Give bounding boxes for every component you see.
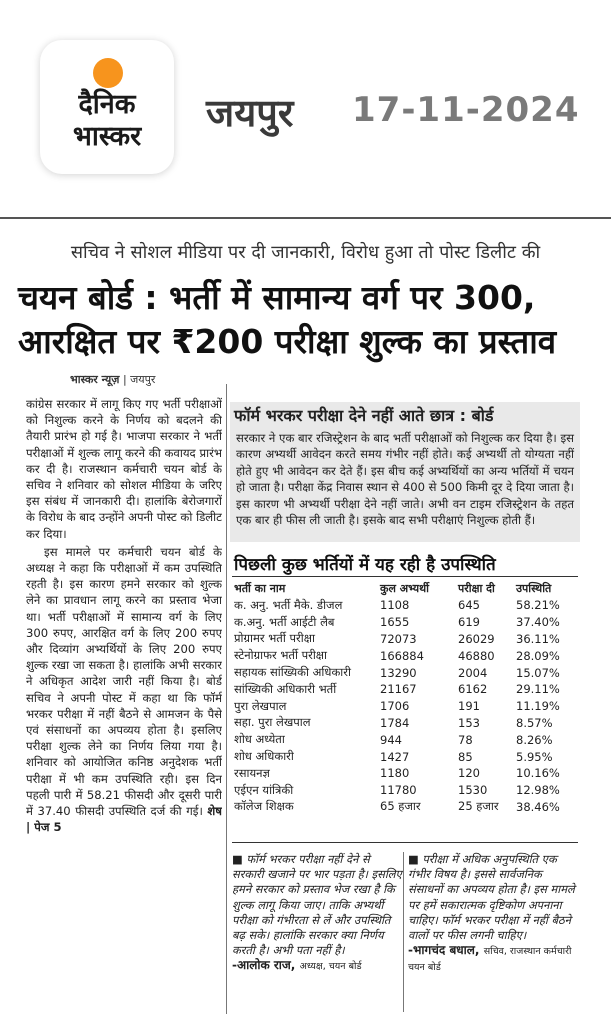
cell-total-candidates: 944 [380, 732, 402, 747]
quote-chairman [232, 852, 402, 975]
cell-attendance: 5.95% [516, 749, 553, 764]
table-row [234, 782, 572, 799]
cell-attendance: 28.09% [516, 648, 560, 663]
cell-total-candidates: 65 हजार [380, 799, 421, 814]
attendance-table [234, 579, 572, 815]
cell-appeared: 1530 [458, 783, 488, 798]
masthead [0, 0, 611, 215]
logo-text-line1: दैनिक [78, 89, 136, 120]
continued-marker: शेष | पेज 5 [26, 804, 222, 835]
cell-attendance: 37.40% [516, 615, 560, 630]
header-attendance: उपस्थिति [516, 581, 552, 595]
table-row [234, 715, 572, 732]
cell-recruitment-name: क. अनु. भर्ती मैके. डीजल [234, 597, 343, 612]
cell-attendance: 8.57% [516, 715, 553, 730]
cell-total-candidates: 1427 [380, 749, 410, 764]
cell-total-candidates: 13290 [380, 665, 417, 680]
header-recruitment-name: भर्ती का नाम [234, 581, 286, 595]
cell-recruitment-name: शोध अध्येता [234, 732, 285, 747]
cell-recruitment-name: शोध अधिकारी [234, 749, 294, 764]
headline-line2: आरक्षित पर ₹200 परीक्षा शुल्क का प्रस्ताव [18, 322, 557, 361]
cell-appeared: 2004 [458, 665, 488, 680]
cell-appeared: 191 [458, 699, 480, 714]
bullet-icon: ■ [408, 852, 423, 866]
article-body [26, 396, 222, 1016]
attendance-table-title: पिछली कुछ भर्तियों में यह रही है उपस्थिति [234, 555, 496, 575]
cell-attendance: 12.98% [516, 783, 560, 798]
article-headline [18, 276, 593, 364]
table-top-rule [232, 576, 578, 577]
table-row [234, 765, 572, 782]
body-paragraph-2-text: इस मामले पर कर्मचारी चयन बोर्ड के अध्यक्ष ने कहा कि परीक्षाओं में कम उपस्थिति रहती है। इस कारण हमने सरकार को शुल्क लेने का प्रावधान लागू करने का प्रस्ताव भेजा था। भर्ती परीक्षाओं में सामान्य वर्ग के लिए 300 रुपए, आरक्षित वर्ग के लिए 200 रुपए और दिव्यांग अभ्यर्थियों के लिए 200 रुपए शुल्क रखा जा सकता है। हालांकि अभी सरकार ने अधिकृत आदेश जारी नहीं किया है। बोर्ड सचिव ने अपनी पोस्ट में कहा था कि फॉर्म भरकर परीक्षा में नहीं बैठने से आमजन के पैसे एवं संसाधनों का अपव्यय होता है। इसलिए परीक्षा शुल्क लेने का निर्णय लिया गया है। शनिवार को आयोजित कनिष्ठ अनुदेशक भर्ती परीक्षा में भी कम उपस्थिति रही। इस दिन पहली पारी में 58.21 फीसदी और दूसरी पारी में 37.40 फीसदी उपस्थिति दर्ज की गई। [26, 544, 222, 819]
table-row [234, 597, 572, 614]
byline-separator: | [122, 373, 131, 386]
cell-recruitment-name: सहायक सांख्यिकी अधिकारी [234, 665, 351, 680]
quote-author: -आलोक राज, [232, 958, 296, 973]
body-paragraph-1: कांग्रेस सरकार में लागू किए गए भर्ती परीक्षाओं को निशुल्क करने के निर्णय को बदलने की तैयारी प्रारंभ हो गई है। भाजपा सरकार ने भर्ती परीक्षाओं में शुल्क लागू करने की कवायद प्रारंभ कर दी है। राजस्थान कर्मचारी चयन बोर्ड के सचिव ने शनिवार को सोशल मीडिया के जरिए इस संबंध में जानकारी दी। हालांकि बेरोजगारों के विरोध के बाद उन्होंने अपनी पोस्ट को डिलीट कर दिया। [26, 397, 222, 541]
cell-total-candidates: 1706 [380, 699, 410, 714]
cell-total-candidates: 21167 [380, 682, 417, 697]
header-total-candidates: कुल अभ्यर्थी [380, 581, 429, 595]
table-row [234, 631, 572, 648]
cell-recruitment-name: पुरा लेखपाल [234, 698, 287, 713]
table-row [234, 681, 572, 698]
cell-appeared: 85 [458, 749, 473, 764]
cell-recruitment-name: एईएन यांत्रिकी [234, 782, 294, 797]
cell-total-candidates: 1108 [380, 598, 410, 613]
cell-attendance: 15.07% [516, 665, 560, 680]
logo-text-line2: भास्कर [72, 121, 142, 152]
cell-recruitment-name: क.अनु. भर्ती आईटी लैब [234, 614, 335, 629]
table-row [234, 799, 572, 816]
masthead-divider [0, 217, 611, 219]
sun-icon [93, 58, 123, 88]
quote-author: -भागचंद बधाल, [408, 943, 480, 958]
cell-attendance: 10.16% [516, 766, 560, 781]
cell-attendance: 58.21% [516, 598, 560, 613]
cell-recruitment-name: सहा. पुरा लेखपाल [234, 715, 311, 730]
byline-source: भास्कर न्यूज़ [70, 373, 120, 386]
bullet-icon: ■ [232, 852, 247, 866]
cell-appeared: 619 [458, 615, 480, 630]
quote-secretary [408, 852, 578, 976]
cell-appeared: 26029 [458, 631, 495, 646]
byline-place: जयपुर [130, 373, 156, 386]
cell-appeared: 6162 [458, 682, 488, 697]
cell-total-candidates: 11780 [380, 783, 417, 798]
dainik-bhaskar-logo [40, 40, 174, 174]
table-row [234, 664, 572, 681]
cell-appeared: 25 हजार [458, 799, 499, 814]
cell-appeared: 46880 [458, 648, 495, 663]
column-divider [226, 384, 227, 1014]
quote-text: फॉर्म भरकर परीक्षा नहीं देने से सरकारी खजाने पर भार पड़ता है। इसलिए हमने सरकार को प्रस्ताव भेज रखा है कि शुल्क लागू किया जाए। ताकि अभ्यर्थी परीक्षा को गंभीरता से लें और उपस्थिति बढ़ सके। हालांकि सरकार क्या निर्णय करती है। अभी पता नहीं है। [232, 852, 402, 958]
quote-divider [403, 852, 404, 1012]
cell-attendance: 8.26% [516, 732, 553, 747]
cell-attendance: 36.11% [516, 631, 560, 646]
quote-text: परीक्षा में अधिक अनुपस्थिति एक गंभीर विषय है। इससे सार्वजनिक संसाधनों का अपव्यय होता है। इस मामले पर हमें सकारात्मक दृष्टिकोण अपनाना चाहिए। फॉर्म भरकर परीक्षा में नहीं बैठने वालों पर फीस लगनी चाहिए। [408, 852, 575, 943]
table-row [234, 698, 572, 715]
quote-signature [408, 943, 578, 975]
cell-appeared: 120 [458, 766, 480, 781]
table-row [234, 614, 572, 631]
body-paragraph-2 [26, 544, 222, 836]
table-row [234, 647, 572, 664]
cell-total-candidates: 1180 [380, 766, 410, 781]
article-kicker: सचिव ने सोशल मीडिया पर दी जानकारी, विरोध हुआ तो पोस्ट डिलीट की [70, 242, 541, 263]
cell-attendance: 29.11% [516, 682, 560, 697]
cell-total-candidates: 72073 [380, 631, 417, 646]
cell-total-candidates: 1655 [380, 615, 410, 630]
cell-appeared: 153 [458, 715, 480, 730]
table-row [234, 731, 572, 748]
quote-role: अध्यक्ष, चयन बोर्ड [299, 961, 362, 973]
cell-recruitment-name: सांख्यिकी अधिकारी भर्ती [234, 681, 337, 696]
cell-recruitment-name: कॉलेज शिक्षक [234, 799, 294, 814]
cell-recruitment-name: रसायनज्ञ [234, 765, 270, 780]
table-bottom-rule [232, 842, 578, 843]
cell-appeared: 78 [458, 732, 473, 747]
cell-appeared: 645 [458, 598, 480, 613]
header-appeared: परीक्षा दी [458, 581, 495, 595]
edition-city: जयपुर [206, 91, 294, 135]
cell-attendance: 38.46% [516, 799, 560, 814]
table-row [234, 748, 572, 765]
table-header-row [234, 579, 572, 597]
cell-recruitment-name: स्टेनोग्राफर भर्ती परीक्षा [234, 648, 328, 663]
quote-role: सचिव, राजस्थान कर्मचारी चयन बोर्ड [408, 946, 572, 974]
cell-total-candidates: 1784 [380, 715, 410, 730]
sidebar-box-title: फॉर्म भरकर परीक्षा देने नहीं आते छात्र : बोर्ड [234, 406, 494, 425]
cell-attendance: 11.19% [516, 699, 560, 714]
cell-total-candidates: 166884 [380, 648, 424, 663]
headline-line1: चयन बोर्ड : भर्ती में सामान्य वर्ग पर 300, [18, 278, 536, 317]
quote-signature [232, 958, 402, 974]
edition-date: 17-11-2024 [352, 90, 580, 130]
sidebar-box-text: सरकार ने एक बार रजिस्ट्रेशन के बाद भर्ती परीक्षाओं को निशुल्क कर दिया है। इस कारण अभ्यर्थी आवेदन करते समय गंभीर नहीं होते। कई अभ्यर्थी तो योग्यता नहीं होते हुए भी आवेदन कर देते हैं। इस बीच कई अभ्यर्थियों का अन्य भर्तियों में चयन हो जाता है। परीक्षा केंद्र निवास स्थान से 400 से 500 किमी दूर दे दिया जाता है। इस कारण भी अभ्यर्थी परीक्षा देने नहीं जाते। अभी वन टाइम रजिस्ट्रेशन के तहत एक बार ही फीस ली जाती है। इसके बाद सभी परीक्षाएं निशुल्क होती हैं। [236, 431, 574, 528]
byline [70, 372, 155, 387]
cell-recruitment-name: प्रोग्रामर भर्ती परीक्षा [234, 631, 315, 646]
